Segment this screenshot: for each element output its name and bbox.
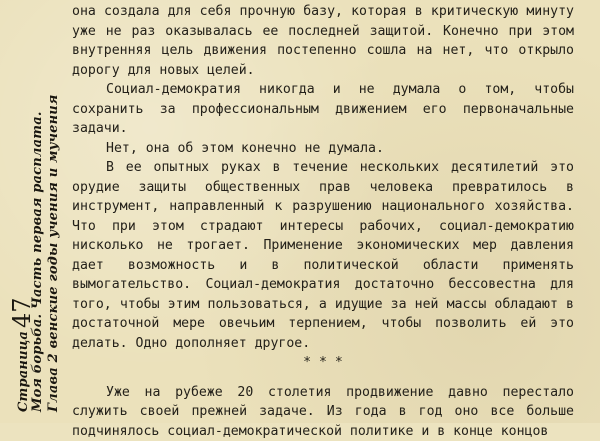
paragraph-5: Уже на рубеже 20 столетия продвижение давно перестало служить своей прежней задаче. Из года в год оно все больше подчинялось социал-демократической политике и в конце концов: [72, 383, 574, 441]
paragraph-1: она создала для себя прочную базу, которая в критическую минуту уже не раз оказывалась ее последней защитой. Конечно при этом внутренняя цель движения постепенно сошла на нет, что открыло дорогу для новых целей.: [72, 2, 574, 80]
page-number: 47: [8, 297, 36, 328]
body-text: [72, 2, 574, 441]
paragraph-3: Нет, она об этом конечно не думала.: [72, 139, 574, 159]
paragraph-gap: [72, 373, 574, 383]
book-part-title: Моя борьба. Часть первая расплата.: [30, 111, 45, 412]
paragraph-2: Социал-демократия никогда и не думала о том, чтобы сохранить за профессиональным движением его первоначальные задачи.: [72, 80, 574, 139]
section-separator: * * *: [72, 353, 574, 373]
page-label-text: Страница: [16, 331, 31, 412]
paragraph-4: В ее опытных руках в течение нескольких десятилетий это орудие защиты общественных прав человека превратилось в инструмент, направленный к разрушению национального хозяйства. Что при этом страдают интересы рабочих, социал-демократию нисколько не трогает. Применение экономических мер давления дает возможность и в политической области применять вымогательство. Социал-демократия достаточно бессовестна для того, чтобы этим пользоваться, а идущие за ней массы обладают в достаточной мере овечьим терпением, чтобы позволить ей это делать. Одно дополняет другое.: [72, 158, 574, 353]
running-header-margin: [0, 0, 64, 423]
chapter-title: Глава 2 венские годы учения и мучения: [46, 95, 61, 413]
